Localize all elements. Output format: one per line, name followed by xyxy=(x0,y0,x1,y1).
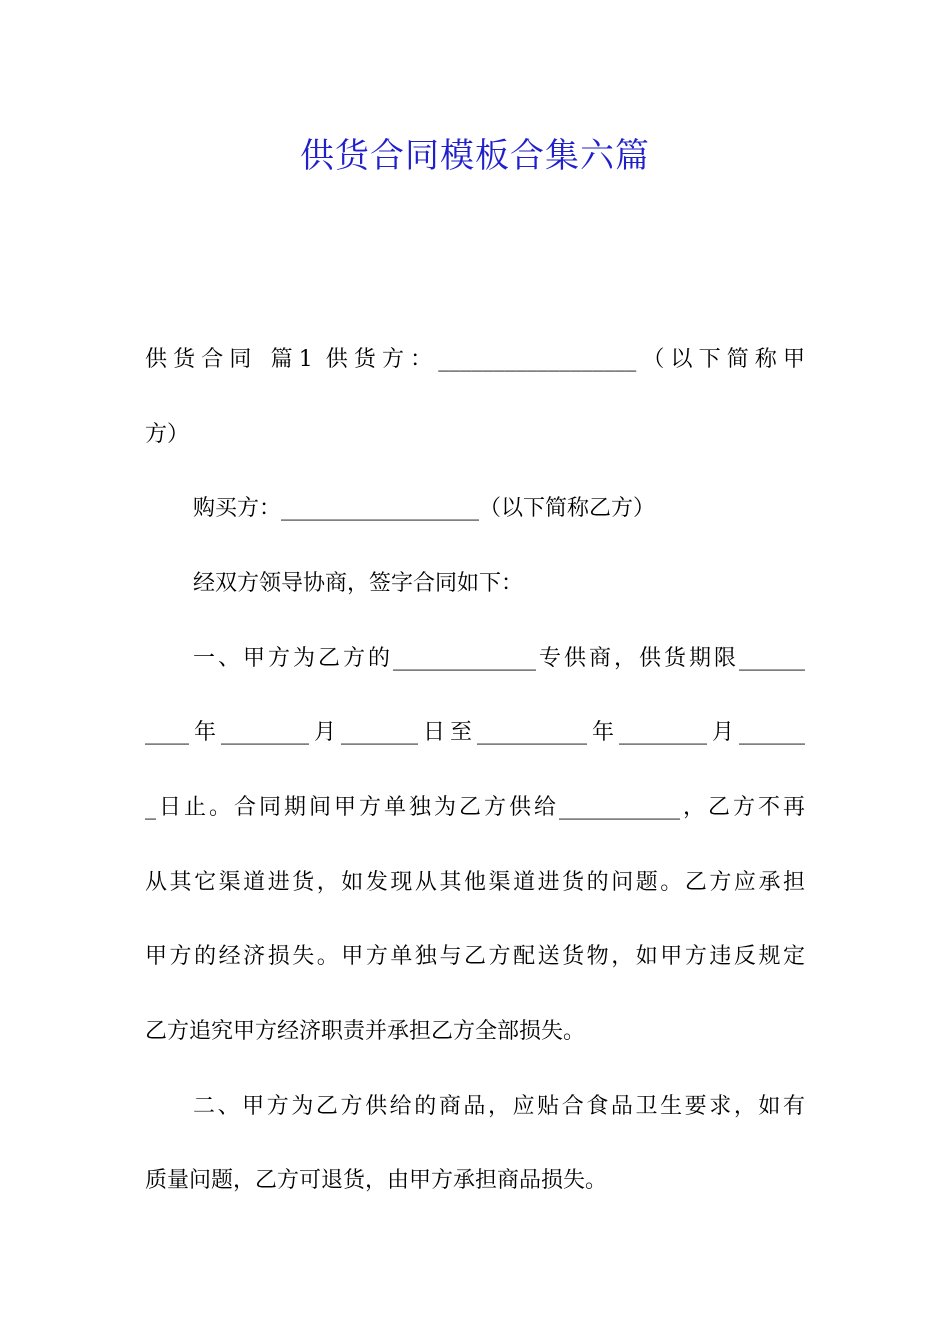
paragraph-line: 从其它渠道进货，如发现从其他渠道进货的问题。乙方应承担 xyxy=(145,870,805,895)
paragraph-line: 质量问题，乙方可退货，由甲方承担商品损失。 xyxy=(145,1168,608,1193)
paragraph-line: 甲方的经济损失。甲方单独与乙方配送货物，如甲方违反规定 xyxy=(145,944,805,969)
paragraph-line: 二、甲方为乙方供给的商品，应贴合食品卫生要求，如有 xyxy=(193,1094,805,1119)
document-title: 供货合同模板合集六篇 xyxy=(300,136,650,176)
paragraph-line: 乙方追究甲方经济职责并承担乙方全部损失。 xyxy=(145,1019,586,1044)
paragraph-line: 经双方领导协商，签字合同如下： xyxy=(193,571,524,596)
paragraph-line: 一、甲方为乙方的_____________专供商，供货期限______ xyxy=(193,646,805,671)
paragraph-line: 方） xyxy=(145,422,190,447)
paragraph-line: 供货合同 篇1 供货方：__________________（以下简称甲 xyxy=(145,347,805,372)
paragraph-line: ____年________月_______日至__________年________月______ xyxy=(145,720,805,745)
paragraph-line: _日止。合同期间甲方单独为乙方供给___________，乙方不再 xyxy=(145,795,805,820)
paragraph-line: 购买方：__________________（以下简称乙方） xyxy=(193,496,656,521)
